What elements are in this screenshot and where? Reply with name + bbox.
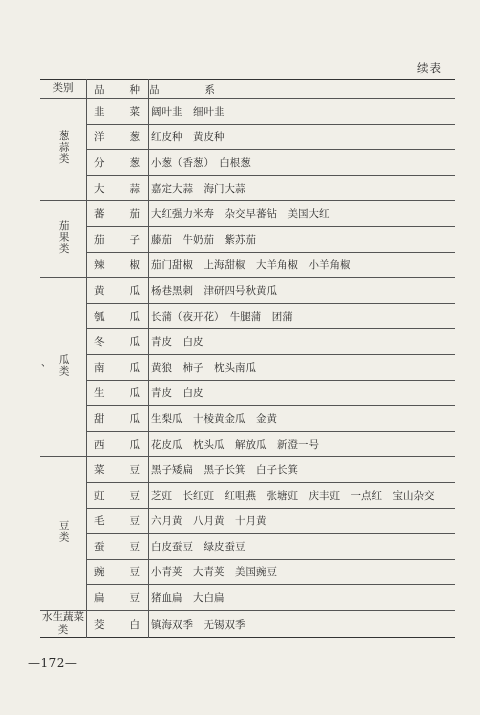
variety-cell: 青皮 白皮 bbox=[149, 329, 456, 355]
crop-char-2: 菜 bbox=[129, 105, 140, 118]
crop-cell bbox=[87, 534, 149, 560]
crop-cell bbox=[87, 226, 149, 252]
margin-mark: 、 bbox=[41, 358, 51, 369]
crop-char-1: 蚕 bbox=[94, 540, 105, 553]
crop-char-2: 瓜 bbox=[129, 284, 140, 297]
category-cell bbox=[40, 610, 87, 637]
crop-cell bbox=[87, 431, 149, 457]
crop-char-2: 葱 bbox=[129, 131, 140, 144]
crop-char-2: 豆 bbox=[129, 515, 140, 528]
crop-char-1: 毛 bbox=[94, 515, 105, 528]
crop-char-2: 豆 bbox=[129, 592, 140, 605]
crop-char-2: 白 bbox=[129, 618, 140, 631]
crop-cell bbox=[87, 585, 149, 611]
crop-char-1: 西 bbox=[94, 438, 105, 451]
crop-char-2: 豆 bbox=[129, 566, 140, 579]
variety-cell: 嘉定大蒜 海门大蒜 bbox=[149, 175, 456, 201]
category-label: 水生蔬菜类 bbox=[42, 610, 84, 636]
crop-char-1: 瓠 bbox=[94, 310, 105, 323]
crop-char-1: 南 bbox=[94, 361, 105, 374]
crop-cell bbox=[87, 508, 149, 534]
table-row bbox=[40, 585, 455, 611]
table-row bbox=[40, 278, 455, 304]
variety-cell: 长蒲（夜开花） 牛腿蒲 团蒲 bbox=[149, 303, 456, 329]
crop-char-1: 生 bbox=[94, 387, 105, 400]
table-row bbox=[40, 457, 455, 483]
variety-cell: 黄狼 柿子 枕头南瓜 bbox=[149, 354, 456, 380]
crop-char-2: 子 bbox=[129, 233, 140, 246]
crop-cell bbox=[87, 457, 149, 483]
crop-char-2: 瓜 bbox=[129, 412, 140, 425]
crop-cell bbox=[87, 252, 149, 278]
crop-char-2: 茄 bbox=[129, 208, 140, 221]
crop-char-1: 黄 bbox=[94, 284, 105, 297]
variety-cell: 生梨瓜 十棱黄金瓜 金黄 bbox=[149, 406, 456, 432]
category-cell bbox=[40, 457, 87, 611]
crop-char-1: 甜 bbox=[94, 412, 105, 425]
crop-char-2: 瓜 bbox=[129, 361, 140, 374]
crop-cell bbox=[87, 175, 149, 201]
table-row bbox=[40, 534, 455, 560]
table-row bbox=[40, 303, 455, 329]
table-row bbox=[40, 150, 455, 176]
crop-char-1: 蕃 bbox=[94, 208, 105, 221]
crop-char-1: 大 bbox=[94, 182, 105, 195]
crop-char-1: 扁 bbox=[94, 592, 105, 605]
crop-char-1: 辣 bbox=[94, 259, 105, 272]
crop-cell bbox=[87, 278, 149, 304]
continued-label: 续表 bbox=[417, 61, 442, 75]
table-row bbox=[40, 226, 455, 252]
category-cell bbox=[40, 201, 87, 278]
header-category: 类别 bbox=[40, 80, 87, 99]
table-row bbox=[40, 406, 455, 432]
variety-cell: 黑子矮扁 黑子长箕 白子长箕 bbox=[149, 457, 456, 483]
variety-cell: 六月黄 八月黄 十月黄 bbox=[149, 508, 456, 534]
crop-cell bbox=[87, 124, 149, 150]
crop-char-2: 瓜 bbox=[129, 336, 140, 349]
table-row bbox=[40, 559, 455, 585]
vegetable-varieties-table bbox=[40, 79, 455, 638]
crop-cell bbox=[87, 354, 149, 380]
category-label: 葱蒜类 bbox=[57, 130, 70, 165]
table-row bbox=[40, 380, 455, 406]
table-row bbox=[40, 329, 455, 355]
crop-cell bbox=[87, 559, 149, 585]
variety-cell: 藤茄 牛奶茄 紫苏茄 bbox=[149, 226, 456, 252]
header-crop bbox=[87, 80, 149, 99]
variety-cell: 镇海双季 无锡双季 bbox=[149, 610, 456, 637]
crop-cell bbox=[87, 406, 149, 432]
crop-char-2: 瓜 bbox=[129, 310, 140, 323]
table-row bbox=[40, 482, 455, 508]
header-variety-char-2: 系 bbox=[204, 83, 215, 96]
crop-char-1: 洋 bbox=[94, 131, 105, 144]
crop-char-1: 菜 bbox=[94, 464, 105, 477]
crop-cell bbox=[87, 482, 149, 508]
variety-cell: 红皮种 黄皮种 bbox=[149, 124, 456, 150]
table-row bbox=[40, 354, 455, 380]
crop-cell bbox=[87, 610, 149, 637]
variety-cell: 芝豇 长红豇 红咀燕 张塘豇 庆丰豇 一点红 宝山杂交 bbox=[149, 482, 456, 508]
table-body bbox=[40, 99, 455, 638]
variety-cell: 猪血扁 大白扁 bbox=[149, 585, 456, 611]
variety-cell: 大红强力米寿 杂交早蕃钻 美国大红 bbox=[149, 201, 456, 227]
header-variety-char-1: 品 bbox=[149, 83, 160, 96]
page-number: —172— bbox=[28, 656, 78, 670]
crop-cell bbox=[87, 380, 149, 406]
crop-char-1: 韭 bbox=[94, 105, 105, 118]
crop-char-2: 豆 bbox=[129, 540, 140, 553]
category-label: 茄果类 bbox=[57, 219, 70, 255]
category-label: 豆类 bbox=[57, 520, 70, 544]
crop-cell bbox=[87, 329, 149, 355]
crop-char-1: 豇 bbox=[94, 489, 105, 502]
variety-cell: 茄门甜椒 上海甜椒 大羊角椒 小羊角椒 bbox=[149, 252, 456, 278]
variety-cell: 杨巷黑刺 津研四号秋黄瓜 bbox=[149, 278, 456, 304]
header-crop-char-2: 种 bbox=[129, 83, 140, 96]
crop-char-1: 茄 bbox=[94, 233, 105, 246]
crop-char-2: 瓜 bbox=[129, 387, 140, 400]
table-row bbox=[40, 201, 455, 227]
crop-char-2: 豆 bbox=[129, 489, 140, 502]
header-variety bbox=[149, 80, 456, 99]
crop-char-1: 分 bbox=[94, 156, 105, 169]
table-row bbox=[40, 175, 455, 201]
table-row bbox=[40, 124, 455, 150]
table-row bbox=[40, 431, 455, 457]
crop-char-2: 椒 bbox=[129, 259, 140, 272]
table-row bbox=[40, 508, 455, 534]
crop-char-2: 葱 bbox=[129, 156, 140, 169]
crop-char-1: 茭 bbox=[94, 618, 105, 631]
crop-char-2: 瓜 bbox=[129, 438, 140, 451]
crop-char-1: 冬 bbox=[94, 336, 105, 349]
crop-cell bbox=[87, 303, 149, 329]
crop-cell bbox=[87, 201, 149, 227]
header-crop-char-1: 品 bbox=[94, 83, 105, 96]
variety-cell: 阔叶韭 细叶韭 bbox=[149, 99, 456, 125]
crop-char-1: 豌 bbox=[94, 566, 105, 579]
crop-char-2: 豆 bbox=[129, 464, 140, 477]
variety-cell: 花皮瓜 枕头瓜 解放瓜 新澄一号 bbox=[149, 431, 456, 457]
table-row bbox=[40, 610, 455, 637]
category-label: 瓜类 bbox=[57, 353, 70, 377]
category-cell bbox=[40, 99, 87, 201]
table-header-row bbox=[40, 80, 455, 99]
variety-cell: 小青荚 大青荚 美国豌豆 bbox=[149, 559, 456, 585]
variety-cell: 青皮 白皮 bbox=[149, 380, 456, 406]
table-row bbox=[40, 252, 455, 278]
variety-cell: 小葱（香葱） 白根葱 bbox=[149, 150, 456, 176]
table-row bbox=[40, 99, 455, 125]
crop-char-2: 蒜 bbox=[129, 182, 140, 195]
crop-cell bbox=[87, 150, 149, 176]
variety-cell: 白皮蚕豆 绿皮蚕豆 bbox=[149, 534, 456, 560]
crop-cell bbox=[87, 99, 149, 125]
